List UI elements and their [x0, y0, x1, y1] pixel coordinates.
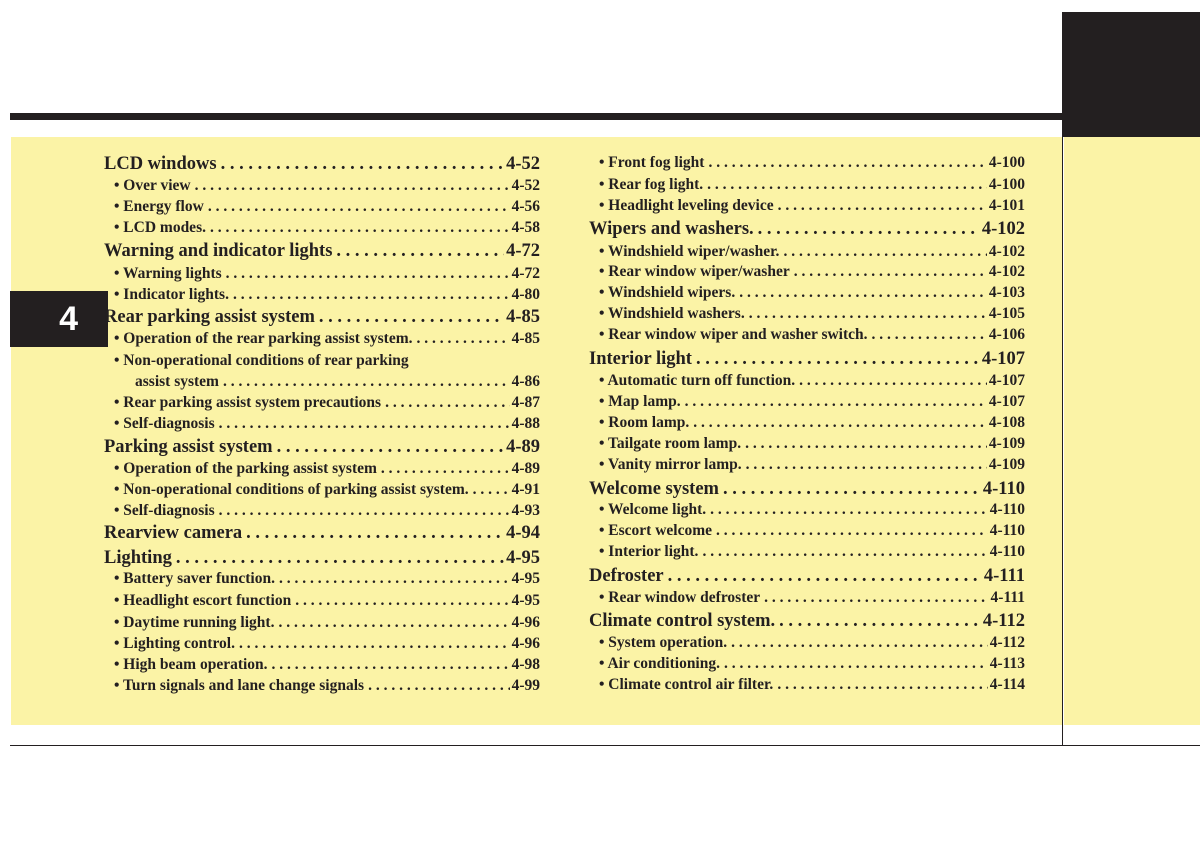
toc-dot-leader — [783, 243, 986, 261]
toc-entry-label: • Self-diagnosis — [114, 415, 215, 432]
toc-page-number: 4-85 — [511, 330, 540, 347]
toc-page-number: 4-100 — [988, 154, 1025, 171]
toc-entry-label: • Rear window defroster — [599, 589, 761, 606]
toc-dot-leader — [381, 460, 510, 478]
toc-entry-label: Parking assist system — [104, 437, 273, 457]
toc-entry-label: Rear parking assist system — [104, 307, 315, 327]
toc-dot-leader — [385, 394, 510, 412]
toc-subsection-entry[interactable] — [589, 176, 1025, 194]
toc-subsection-entry[interactable] — [589, 263, 1025, 281]
toc-subsection-entry[interactable] — [104, 330, 540, 348]
toc-page-number: 4-80 — [511, 286, 540, 303]
toc-entry-label: • Operation of the rear parking assist system. — [114, 330, 413, 347]
toc-dot-leader — [210, 219, 510, 237]
toc-dot-leader — [277, 437, 505, 458]
toc-dot-leader — [746, 456, 987, 474]
toc-page-number: 4-114 — [989, 676, 1025, 693]
toc-entry-label: • Rear fog light. — [599, 176, 704, 193]
toc-subsection-entry[interactable] — [589, 589, 1025, 607]
toc-subsection-entry[interactable] — [104, 481, 540, 499]
toc-page-number: 4-87 — [511, 394, 540, 411]
toc-entry-label: • Headlight escort function — [114, 592, 292, 609]
toc-dot-leader — [702, 543, 987, 561]
toc-dot-leader — [685, 393, 987, 411]
toc-section-entry[interactable] — [589, 219, 1025, 240]
toc-page-number: 4-93 — [511, 502, 540, 519]
toc-entry-label: Welcome system — [589, 479, 719, 499]
toc-entry-label: • High beam operation. — [114, 656, 268, 673]
toc-section-entry[interactable] — [589, 479, 1025, 500]
toc-section-entry[interactable] — [589, 349, 1025, 370]
toc-entry-label: • Indicator lights. — [114, 286, 229, 303]
toc-entry-label: • Windshield wipers. — [599, 284, 736, 301]
toc-subsection-entry[interactable] — [104, 656, 540, 674]
toc-page-number: 4-102 — [988, 263, 1025, 280]
toc-entry-label: • Headlight leveling device — [599, 197, 774, 214]
toc-page-number: 4-89 — [506, 437, 540, 457]
toc-section-entry[interactable] — [589, 566, 1025, 587]
chapter-number: 4 — [59, 299, 78, 338]
toc-subsection-entry[interactable] — [104, 373, 540, 391]
toc-subsection-entry[interactable] — [589, 393, 1025, 411]
toc-entry-label: • Escort welcome — [599, 522, 713, 539]
toc-page-number: 4-85 — [506, 307, 540, 327]
toc-entry-label: Interior light — [589, 349, 692, 369]
toc-page-number: 4-107 — [981, 349, 1025, 369]
toc-entry-label: • Battery saver function. — [114, 570, 275, 587]
toc-entry-label: • Self-diagnosis — [114, 502, 215, 519]
toc-dot-leader — [777, 676, 987, 694]
toc-entry-label: • Lighting control. — [114, 635, 235, 652]
toc-page-number: 4-110 — [989, 543, 1025, 560]
toc-dot-leader — [473, 481, 510, 499]
toc-entry-label: • Climate control air filter. — [599, 676, 774, 693]
toc-dot-leader — [221, 154, 505, 175]
toc-subsection-entry[interactable] — [589, 154, 1025, 172]
toc-dot-leader — [696, 349, 980, 370]
toc-page-number: 4-108 — [988, 414, 1025, 431]
toc-entry-label: Rearview camera — [104, 523, 243, 543]
toc-section-entry[interactable] — [104, 154, 540, 175]
toc-section-entry[interactable] — [104, 548, 540, 569]
toc-section-entry[interactable] — [104, 307, 540, 328]
toc-section-entry[interactable] — [104, 523, 540, 544]
toc-entry-label: • Turn signals and lane change signals — [114, 677, 365, 694]
toc-subsection-entry[interactable] — [589, 414, 1025, 432]
toc-subsection-entry[interactable] — [104, 415, 540, 433]
toc-entry-label: • Front fog light — [599, 154, 705, 171]
toc-page-number: 4-98 — [511, 656, 540, 673]
toc-page-number: 4-88 — [511, 415, 540, 432]
toc-entry-label: • Rear window wiper/washer — [599, 263, 790, 280]
toc-page-number: 4-109 — [988, 456, 1025, 473]
toc-subsection-entry[interactable] — [589, 372, 1025, 390]
toc-page-number: 4-112 — [982, 611, 1025, 631]
side-panel — [1064, 137, 1200, 725]
toc-page-number: 4-95 — [506, 548, 540, 568]
toc-page-number: 4-99 — [511, 677, 540, 694]
toc-dot-leader — [764, 589, 988, 607]
toc-page-number: 4-101 — [988, 197, 1025, 214]
toc-subsection-entry[interactable] — [589, 305, 1025, 323]
toc-dot-leader — [724, 655, 988, 673]
toc-subsection-entry[interactable] — [104, 570, 540, 588]
toc-entry-label: Lighting — [104, 548, 172, 568]
toc-entry-label: • Tailgate room lamp. — [599, 435, 742, 452]
toc-subsection-entry[interactable] — [589, 435, 1025, 453]
toc-page-number: 4-91 — [511, 481, 540, 498]
toc-dot-leader — [693, 414, 987, 432]
toc-subsection-entry[interactable] — [589, 522, 1025, 540]
toc-page-number: 4-111 — [990, 589, 1025, 606]
toc-page-number: 4-113 — [989, 655, 1025, 672]
toc-entry-label: • Interior light. — [599, 543, 699, 560]
toc-dot-leader — [749, 305, 987, 323]
toc-page-number: 4-96 — [511, 635, 540, 652]
toc-page-number: 4-94 — [506, 523, 540, 543]
toc-page-number: 4-107 — [988, 393, 1025, 410]
toc-subsection-entry[interactable] — [589, 284, 1025, 302]
toc-page-number: 4-72 — [511, 265, 540, 282]
toc-subsection-entry[interactable] — [104, 614, 540, 632]
toc-subsection-entry[interactable] — [589, 243, 1025, 261]
side-rule — [1062, 137, 1063, 746]
toc-dot-leader — [279, 570, 510, 588]
toc-dot-leader — [319, 307, 504, 328]
toc-entry-label: • Windshield wiper/washer. — [599, 243, 780, 260]
toc-entry-label: LCD windows — [104, 154, 217, 174]
toc-page-number: 4-56 — [511, 198, 540, 215]
toc-subsection-entry[interactable] — [104, 352, 540, 372]
toc-dot-leader — [745, 435, 987, 453]
toc-dot-leader — [239, 635, 510, 653]
toc-page-number: 4-96 — [511, 614, 540, 631]
toc-subsection-entry[interactable] — [104, 394, 540, 412]
toc-section-entry[interactable] — [104, 437, 540, 458]
toc-dot-leader — [872, 326, 987, 344]
toc-subsection-entry[interactable] — [589, 543, 1025, 561]
toc-dot-leader — [336, 241, 504, 262]
toc-dot-leader — [778, 197, 987, 215]
toc-entry-label: • Air conditioning. — [599, 655, 720, 672]
top-rule — [10, 113, 1062, 120]
toc-entry-label: • Rear window wiper and washer switch. — [599, 326, 868, 343]
toc-entry-label: • Map lamp. — [599, 393, 681, 410]
toc-dot-leader — [208, 198, 510, 216]
toc-page-number: 4-111 — [983, 566, 1025, 586]
toc-dot-leader — [668, 566, 982, 587]
toc-subsection-entry[interactable] — [104, 219, 540, 237]
toc-dot-leader — [794, 263, 987, 281]
toc-page-number: 4-86 — [511, 373, 540, 390]
toc-page-number: 4-112 — [989, 634, 1025, 651]
toc-dot-leader — [708, 154, 986, 172]
toc-dot-leader — [731, 634, 988, 652]
toc-subsection-entry[interactable] — [589, 655, 1025, 673]
toc-subsection-entry[interactable] — [104, 286, 540, 304]
toc-page-number: 4-110 — [989, 522, 1025, 539]
toc-dot-leader — [368, 677, 510, 695]
toc-entry-label: • Room lamp. — [599, 414, 690, 431]
toc-subsection-entry[interactable] — [104, 265, 540, 283]
toc-entry-label: Climate control system. — [589, 611, 776, 631]
toc-dot-leader — [226, 265, 510, 283]
toc-entry-label: • System operation. — [599, 634, 728, 651]
toc-dot-leader — [723, 479, 981, 500]
chapter-tab[interactable] — [10, 291, 108, 347]
toc-dot-leader — [295, 592, 509, 610]
toc-page-number: 4-72 — [506, 241, 540, 261]
toc-dot-leader — [739, 284, 987, 302]
toc-page-number: 4-105 — [988, 305, 1025, 322]
toc-dot-leader — [416, 330, 509, 348]
toc-page-number: 4-106 — [988, 326, 1025, 343]
toc-dot-leader — [779, 611, 981, 632]
toc-entry-label: • Vanity mirror lamp. — [599, 456, 742, 473]
toc-entry-label: Warning and indicator lights — [104, 241, 333, 261]
toc-dot-leader — [233, 286, 510, 304]
toc-dot-leader — [716, 522, 988, 540]
toc-entry-label: • Warning lights — [114, 265, 222, 282]
toc-dot-leader — [246, 523, 504, 544]
toc-page-number: 4-52 — [506, 154, 540, 174]
toc-entry-label: • Non-operational conditions of parking assist system. — [114, 481, 469, 498]
toc-dot-leader — [176, 548, 504, 569]
toc-subsection-entry[interactable] — [589, 634, 1025, 652]
toc-dot-leader — [195, 177, 510, 195]
toc-dot-leader — [278, 614, 509, 632]
toc-page-number: 4-110 — [989, 501, 1025, 518]
toc-subsection-entry[interactable] — [104, 677, 540, 695]
toc-entry-label: • Operation of the parking assist system — [114, 460, 377, 477]
toc-page-number: 4-107 — [988, 372, 1025, 389]
toc-entry-label: • Energy flow — [114, 198, 204, 215]
toc-dot-leader — [758, 219, 980, 240]
toc-page-number: 4-103 — [988, 284, 1025, 301]
toc-entry-label: • Automatic turn off function. — [599, 372, 796, 389]
toc-subsection-entry[interactable] — [589, 676, 1025, 694]
toc-entry-label: • Daytime running light. — [114, 614, 275, 631]
toc-page-number: 4-89 — [511, 460, 540, 477]
toc-page-number: 4-102 — [988, 243, 1025, 260]
toc-entry-label: • LCD modes. — [114, 219, 206, 236]
toc-page-number: 4-58 — [511, 219, 540, 236]
toc-subsection-entry[interactable] — [104, 635, 540, 653]
bottom-rule — [10, 745, 1200, 746]
toc-page-number: 4-102 — [981, 219, 1025, 239]
toc-entry-label: Defroster — [589, 566, 664, 586]
toc-page-number: 4-95 — [511, 570, 540, 587]
toc-entry-label: Wipers and washers. — [589, 219, 754, 239]
toc-subsection-entry[interactable] — [104, 592, 540, 610]
toc-dot-leader — [272, 656, 510, 674]
toc-subsection-entry[interactable] — [104, 177, 540, 195]
toc-page-number: 4-52 — [511, 177, 540, 194]
toc-entry-label: • Windshield washers. — [599, 305, 745, 322]
toc-subsection-entry[interactable] — [104, 198, 540, 216]
toc-page-number: 4-109 — [988, 435, 1025, 452]
toc-entry-label: • Non-operational conditions of rear parking — [114, 352, 409, 369]
toc-dot-leader — [223, 373, 510, 391]
toc-page-number: 4-100 — [988, 176, 1025, 193]
toc-subsection-entry[interactable] — [589, 456, 1025, 474]
toc-subsection-entry[interactable] — [589, 197, 1025, 215]
toc-page-number: 4-95 — [511, 592, 540, 609]
toc-entry-label: • Welcome light. — [599, 501, 707, 518]
toc-dot-leader — [707, 176, 987, 194]
toc-dot-leader — [710, 501, 988, 519]
toc-entry-label: • Over view — [114, 177, 191, 194]
toc-section-entry[interactable] — [589, 611, 1025, 632]
toc-page-number: 4-110 — [982, 479, 1025, 499]
toc-section-entry[interactable] — [104, 241, 540, 262]
toc-subsection-entry[interactable] — [589, 326, 1025, 344]
toc-dot-leader — [799, 372, 987, 390]
toc-entry-label: • Rear parking assist system precautions — [114, 394, 382, 411]
corner-block — [1062, 12, 1200, 137]
toc-subsection-entry[interactable] — [104, 460, 540, 478]
toc-entry-label: assist system — [135, 373, 219, 390]
toc-subsection-entry[interactable] — [104, 502, 540, 520]
toc-dot-leader — [219, 415, 510, 433]
toc-dot-leader — [219, 502, 510, 520]
toc-subsection-entry[interactable] — [589, 501, 1025, 519]
